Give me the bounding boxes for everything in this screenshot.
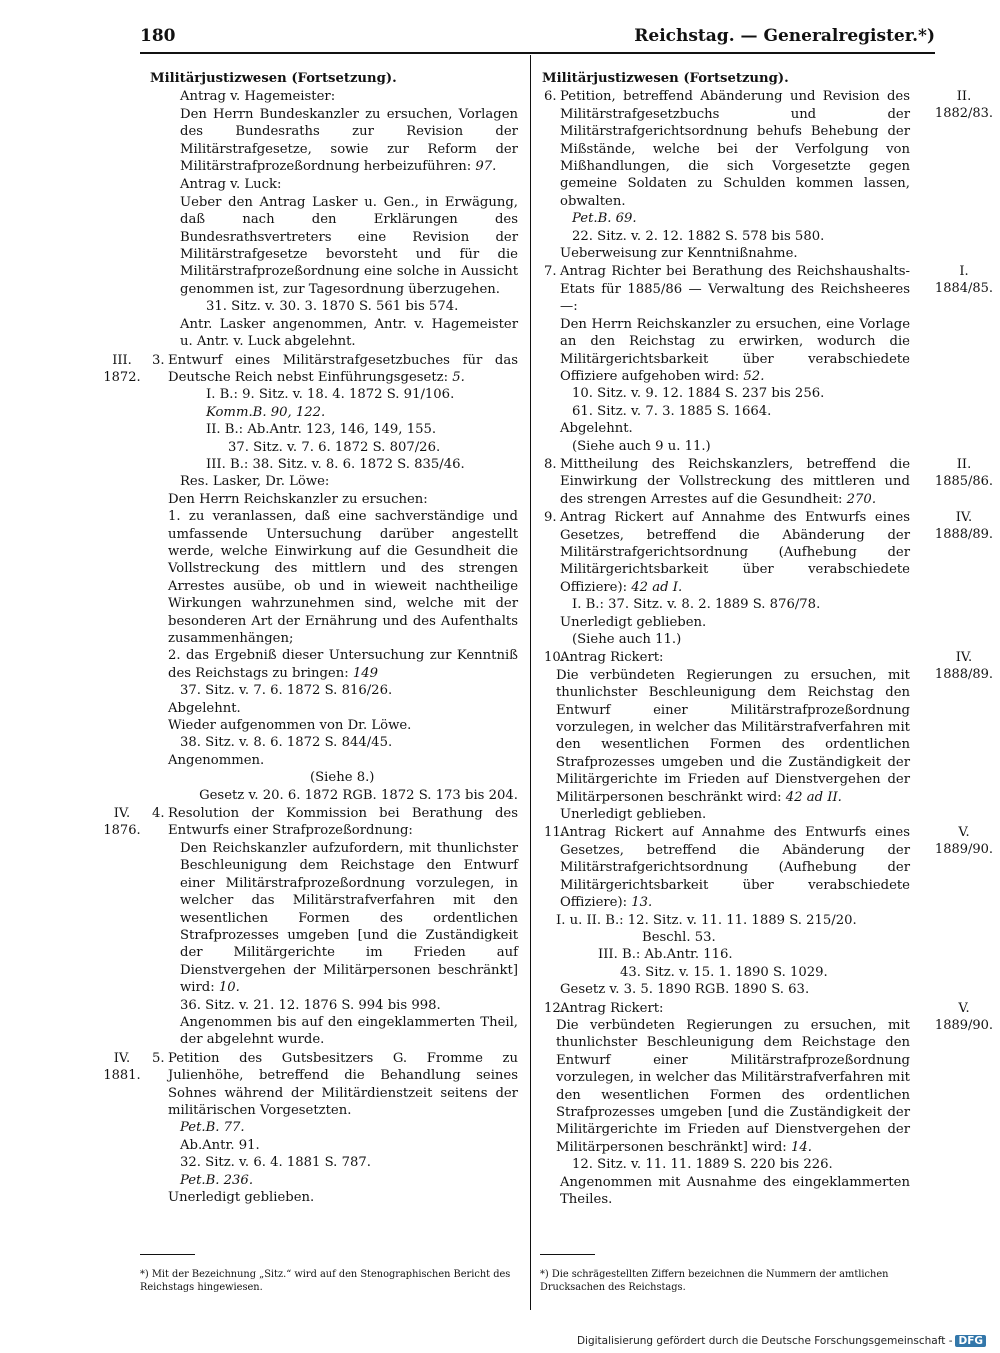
margin-period: II. 1885/86. (934, 456, 994, 489)
entry-outcome: Unerledigt geblieben. (168, 1190, 315, 1205)
entry-number: 3. (152, 352, 165, 368)
digitization-credit: Digitalisierung gefördert durch die Deutsche Forschungsgemeinschaft - DFG (577, 1335, 986, 1347)
session-reference: 10. Sitz. v. 9. 12. 1884 S. 237 bis 256. (572, 386, 825, 402)
session-reference: 31. Sitz. v. 30. 3. 1870 S. 561 bis 574. (206, 299, 459, 315)
reading-line: III. B.: Ab.Antr. 116. (598, 947, 733, 963)
reading-line: I. B.: 9. Sitz. v. 18. 4. 1872 S. 91/106. (206, 387, 455, 403)
margin-period: IV. 1888/89. (934, 650, 994, 683)
law-reference: Gesetz v. 20. 6. 1872 RGB. 1872 S. 173 bis 204. (199, 787, 518, 803)
entry-number: 11. (544, 825, 565, 841)
resolution-reference: Beschl. 53. (642, 929, 716, 945)
footnote-rule-left (140, 1254, 195, 1255)
entry-hagemeister (150, 88, 518, 175)
entry-text: Antrag Rickert auf Annahme des Entwurfs eines Gesetzes, betreffend die Abänderung der Militärstrafgerichtsordnung (Aufhebung der Militärgerichtsbarkeit über verabschiedete Offiziere): 13. (560, 825, 910, 911)
entry-10 (542, 649, 994, 823)
amendment-line: Ab.Antr. 91. (180, 1137, 260, 1153)
entry-11 (542, 824, 994, 998)
section-heading: Militärjustizwesen (Fortsetzung). (150, 71, 397, 86)
entry-text: Die verbündeten Regierungen zu ersuchen, mit thunlichster Beschleunigung dem Reichstag den Entwurf einer Militärstrafprozeßordnung vorzulegen, in welcher das Militärstrafverfahren mit den wesentlichen Formen des ordentlichen Strafprozesses umgeben und die Zuständigkeit der Militärgerichte im Frieden auf Dienstvergehen der Militärpersonen beschränkt wird: 42 ad II. (556, 667, 910, 805)
entry-8 (542, 456, 994, 508)
margin-period: II. 1882/83. (934, 89, 994, 122)
entry-outcome: Wieder aufgenommen von Dr. Löwe. (168, 718, 412, 734)
session-reference: 43. Sitz. v. 15. 1. 1890 S. 1029. (620, 964, 828, 980)
cross-reference: (Siehe auch 9 u. 11.) (572, 438, 711, 454)
law-reference: Gesetz v. 3. 5. 1890 RGB. 1890 S. 63. (560, 982, 810, 998)
entry-3 (103, 352, 518, 805)
section-heading: Militärjustizwesen (Fortsetzung). (542, 71, 789, 86)
entry-outcome: Angenommen bis auf den eingeklammerten Theil, der abgelehnt wurde. (180, 1014, 518, 1048)
footnote-rule-right (540, 1254, 595, 1255)
print-reference: 42 ad II. (785, 789, 842, 805)
entry-text: Ueber den Antrag Lasker u. Gen., in Erwägung, daß nach den Erklärungen des Bundesrathsvertreters eine Revision der Militärstrafgesetze bevorsteht und für die Militärstrafprozeßordnung eine solche in Aussicht genommen ist, zur Tagesordnung überzugehen. (180, 194, 518, 297)
print-reference: 97. (475, 159, 497, 175)
reading-line: II. B.: Ab.Antr. 123, 146, 149, 155. (206, 422, 437, 438)
entry-text: Mittheilung des Reichskanzlers, betreffend die Einwirkung der Vollstreckung des mittleren und des strengen Arrestes auf die Gesundheit: 270. (560, 456, 910, 507)
entry-outcome: Unerledigt geblieben. (560, 807, 707, 823)
entry-number: 12. (544, 1000, 565, 1016)
entry-title: Petition des Gutsbesitzers G. Fromme zu Julienhöhe, betreffend die Behandlung seines Sohnes während der Militärdienstzeit seitens der militärischen Vorgesetzten. (168, 1050, 518, 1118)
cross-reference: (Siehe auch 11.) (572, 632, 682, 647)
entry-number: 7. (544, 264, 557, 280)
entry-text: Petition, betreffend Abänderung und Revision des Militärstrafgesetzbuchs und der Militärstrafgerichtsordnung behufs Behebung der Mißstände, welche bei der Verfolgung von Mißhandlungen, die sich Vorgesetzte gegen gemeine Soldaten zu Schulden kommen lassen, obwalten. (560, 89, 910, 209)
print-reference: 270. (846, 491, 877, 507)
entry-outcome: Abgelehnt. (560, 421, 633, 437)
dfg-logo: DFG (955, 1335, 986, 1347)
entry-title: Antrag v. Luck: (180, 177, 282, 193)
margin-period: V. 1889/90. (934, 1000, 994, 1033)
margin-period: V. 1889/90. (934, 825, 994, 858)
entry-number: 6. (544, 89, 557, 105)
reading-line: III. B.: 38. Sitz. v. 8. 6. 1872 S. 835/46. (206, 456, 465, 472)
cross-reference: (Siehe 8.) (310, 770, 375, 786)
print-reference: 52. (743, 368, 765, 384)
entry-number: 5. (152, 1050, 165, 1066)
entry-9 (542, 509, 994, 648)
entry-outcome: Abgelehnt. (168, 700, 241, 716)
footnote-left: *) Mit der Bezeichnung „Sitz.“ wird auf den Stenographischen Bericht des Reichstags hingewiesen. (140, 1269, 511, 1293)
margin-period: I. 1884/85. (934, 264, 994, 297)
margin-period: IV. 1876. (103, 806, 141, 839)
margin-period: IV. 1881. (103, 1050, 141, 1083)
resolution-intro: Den Herrn Reichskanzler zu ersuchen: (168, 491, 428, 507)
entry-6 (542, 88, 994, 262)
margin-period: IV. 1888/89. (934, 510, 994, 543)
entry-text: Antrag Rickert auf Annahme des Entwurfs eines Gesetzes, betreffend die Abänderung der Militärstrafgerichtsordnung (Aufhebung der Militärgerichtsbarkeit über verabschiedete Offiziere): 42 ad I. (560, 510, 910, 595)
footnote-right: *) Die schrägestellten Ziffern bezeichnen die Nummern der amtlichen Drucksachen des Reichstags. (540, 1269, 889, 1293)
entry-text: Den Herrn Reichskanzler zu ersuchen, eine Vorlage an den Reichstag zu erwirken, wodurch die Militärgerichtsbarkeit über verabschiedete Offiziere aufgehoben wird: 52. (560, 316, 910, 384)
entry-7 (542, 263, 994, 454)
entry-luck (150, 176, 518, 350)
entry-title: Resolution der Kommission bei Berathung des Entwurfs einer Strafprozeßordnung: (168, 806, 518, 839)
petition-report: Pet.B. 236. (180, 1172, 254, 1188)
page-header (140, 26, 935, 48)
entry-12 (542, 1000, 994, 1209)
entry-outcome: Angenommen mit Ausnahme des eingeklammerten Theiles. (560, 1174, 910, 1207)
header-rule (140, 52, 935, 54)
entry-number: 8. (544, 456, 557, 472)
entry-title: Antrag Rickert: (560, 1000, 664, 1016)
entry-title: Antrag Richter bei Berathung des Reichshaushalts-Etats für 1885/86 — Verwaltung des Reichsheeres —: (560, 264, 910, 315)
entry-5 (103, 1050, 518, 1207)
print-reference: 149 (352, 665, 379, 681)
margin-period: III. 1872. (103, 352, 141, 385)
print-reference: 13. (631, 895, 653, 911)
session-reference: 61. Sitz. v. 7. 3. 1885 S. 1664. (572, 403, 772, 419)
entry-outcome: Unerledigt geblieben. (560, 614, 707, 630)
print-reference: 14. (790, 1139, 812, 1155)
print-reference: 10. (218, 980, 240, 996)
session-reference: 37. Sitz. v. 7. 6. 1872 S. 816/26. (180, 683, 393, 699)
session-reference: 22. Sitz. v. 2. 12. 1882 S. 578 bis 580. (572, 228, 825, 244)
page-number: 180 (140, 26, 176, 46)
right-column (542, 70, 994, 1208)
entry-outcome: Angenommen. (168, 752, 265, 768)
resolution-item-1: 1. zu veranlassen, daß eine sachverständige und umfassende Untersuchung darüber angestellt werde, welche Einwirkung auf die Gesundheit die Vollstreckung des mittlern und des strengen Arrestes ausübe, ob und in wieweit nachtheilige Wirkungen wahrzunehmen sind, welche mit der besonderen Art der Ernährung und des Aufenthalts zusammenhängen; (168, 509, 518, 646)
print-reference: 42 ad I. (631, 579, 683, 595)
session-reference: 37. Sitz. v. 7. 6. 1872 S. 807/26. (228, 439, 441, 455)
entry-number: 4. (152, 806, 165, 822)
entry-text: Den Herrn Bundeskanzler zu ersuchen, Vorlagen des Bundesraths zur Revision der Militärstrafgesetze, sowie zur Reform der Militärstrafprozeßordnung herbeizuführen: 97. (180, 106, 518, 175)
commission-report: Komm.B. 90, 122. (206, 404, 326, 420)
petition-report: Pet.B. 77. (180, 1120, 245, 1136)
entry-number: 10. (544, 650, 565, 666)
entry-title: Antrag Rickert: (560, 650, 664, 666)
entry-title: Antrag v. Hagemeister: (180, 89, 336, 105)
column-divider (530, 55, 531, 1310)
entry-outcome: Antr. Lasker angenommen, Antr. v. Hagemeister u. Antr. v. Luck abgelehnt. (180, 316, 518, 350)
session-reference: 32. Sitz. v. 6. 4. 1881 S. 787. (180, 1155, 371, 1171)
entry-text: Den Reichskanzler aufzufordern, mit thunlichster Beschleunigung dem Reichstage den Entwurf einer Militärstrafprozeßordnung vorzulegen, in welcher das Militärstrafverfahren mit den wesentlichen Formen des ordentlichen Strafprozesses umgeben [und die Zuständigkeit der Militärgerichte im Frieden auf Dienstvergehen der Militärpersonen beschränkt] wird: 10. (180, 840, 518, 996)
resolution-title: Res. Lasker, Dr. Löwe: (180, 474, 330, 490)
entry-text: Die verbündeten Regierungen zu ersuchen, mit thunlichster Beschleunigung dem Reichstage den Entwurf einer Militärstrafprozeßordnung vorzulegen, in welcher das Militärstrafverfahren mit den wesentlichen Formen des ordentlichen Strafprozesses umgeben [und die Zuständigkeit der Militärgerichte im Frieden auf Dienstvergehen der Militärpersonen beschränkt] wird: 14. (556, 1017, 910, 1155)
session-reference: 38. Sitz. v. 8. 6. 1872 S. 844/45. (180, 735, 393, 751)
left-column (103, 70, 518, 1206)
entry-4 (103, 805, 518, 1049)
print-reference: 5. (452, 369, 465, 385)
session-reference: 36. Sitz. v. 21. 12. 1876 S. 994 bis 998. (180, 997, 441, 1013)
entry-title: Entwurf eines Militärstrafgesetzbuches für das Deutsche Reich nebst Einführungsgesetz: 5. (168, 352, 518, 385)
reading-line: I. B.: 37. Sitz. v. 8. 2. 1889 S. 876/78. (572, 597, 821, 613)
entry-number: 9. (544, 510, 557, 526)
running-title: Reichstag. — Generalregister.*) (634, 26, 935, 46)
entry-outcome: Ueberweisung zur Kenntnißnahme. (560, 246, 798, 262)
petition-report: Pet.B. 69. (572, 211, 637, 227)
reading-line: I. u. II. B.: 12. Sitz. v. 11. 11. 1889 S. 215/20. (556, 912, 857, 928)
session-reference: 12. Sitz. v. 11. 11. 1889 S. 220 bis 226. (572, 1157, 833, 1173)
resolution-item-2: 2. das Ergebniß dieser Untersuchung zur Kenntniß des Reichstags zu bringen: 149 (168, 648, 518, 681)
